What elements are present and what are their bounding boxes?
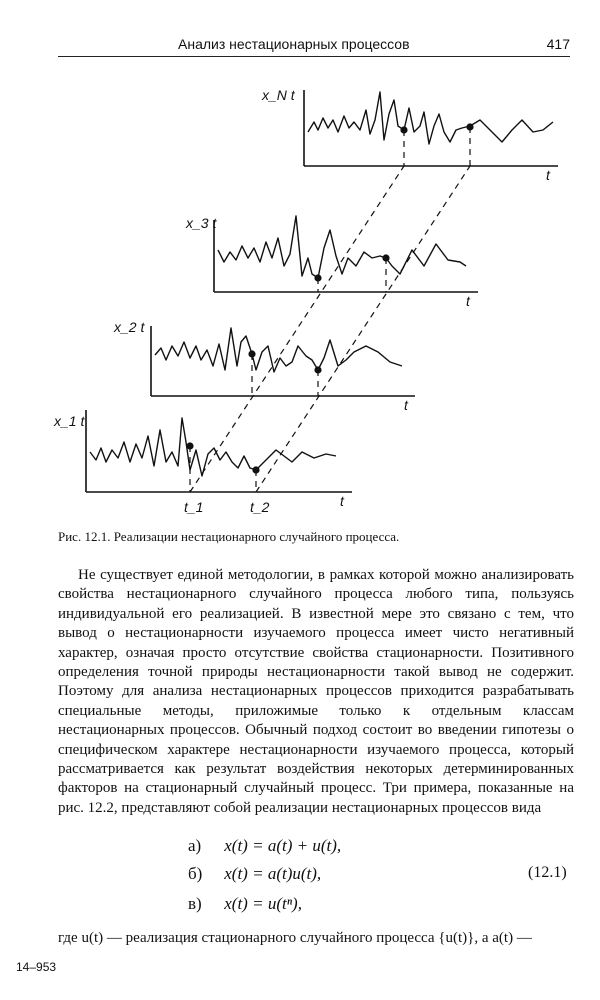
figure-realizations — [0, 70, 600, 520]
label-t-xN: t — [546, 167, 550, 183]
equation-a-label: а) — [188, 836, 202, 855]
waveform-xN — [308, 92, 553, 144]
marker-xN-t2 — [466, 123, 473, 130]
figure-caption: Рис. 12.1. Реализации нестационарного случайного процесса. — [58, 529, 400, 544]
equation-c-label: в) — [188, 894, 202, 913]
equation-c — [188, 894, 302, 914]
marker-x2-t1 — [248, 350, 255, 357]
body-paragraph-text: Не существует единой методологии, в рамках которой можно анализировать свойства нестационарного случайного процесса любого типа, пользуясь индивидуальной его реализацией. В известной мере это связано с тем, что вывод о нестационарности изучаемого процесса имеет чисто негативный характер, означая просто отсутствие свойства стационарности. Позитивного определения точной природы нестационарности такой вывод не содержит. Поэтому для анализа нестационарных процессов приходится разрабатывать специальные методы, приложимые только к отдельным классам нестационарных процессов. Обычный подход состоит во введении гипотезы о специфическом характере нестационарности изучаемого процесса, который рассматривается как результат воздействия некоторых детерминированных факторов на стационарный случайный процесс. Три примера, показанные на рис. 12.2, представляют собой реализации нестационарных процессов вида — [58, 567, 574, 816]
page-header — [58, 34, 570, 57]
page-number: 417 — [546, 36, 570, 52]
marker-x2-t2 — [314, 366, 321, 373]
label-x2: x_2 t — [114, 319, 145, 335]
label-t-x1: t — [340, 493, 344, 509]
label-t2: t_2 — [250, 499, 270, 515]
marker-x3-t1 — [314, 274, 321, 281]
label-x3: x_3 t — [186, 215, 217, 231]
label-xN: x_N t — [262, 87, 295, 103]
marker-x1-t1 — [186, 442, 193, 449]
marker-x1-t2 — [252, 466, 259, 473]
tail-text: где u(t) — реализация стационарного случайного процесса {u(t)}, а a(t) — — [58, 930, 532, 946]
equation-number: (12.1) — [528, 864, 567, 881]
dashed-link-t2 — [256, 166, 470, 492]
marker-x3-t2 — [382, 254, 389, 261]
equation-b — [188, 864, 321, 884]
dashed-link-t1 — [190, 166, 404, 492]
waveform-x3 — [218, 216, 466, 278]
equation-a-formula: x(t) = a(t) + u(t), — [224, 836, 342, 855]
marker-xN-t1 — [400, 126, 407, 133]
running-title: Анализ нестационарных процессов — [178, 36, 410, 52]
equation-b-formula: x(t) = a(t)u(t), — [224, 864, 322, 883]
label-x1: x_1 t — [54, 413, 85, 429]
equation-c-formula: x(t) = u(tⁿ), — [224, 894, 302, 913]
label-t1: t_1 — [184, 499, 204, 515]
waveform-x2 — [155, 328, 402, 372]
equation-a — [188, 836, 341, 856]
label-t-x3: t — [466, 293, 470, 309]
body-paragraph — [58, 566, 574, 818]
printer-signature: 14–953 — [16, 960, 57, 974]
label-t-x2: t — [404, 397, 408, 413]
equation-b-label: б) — [188, 864, 203, 883]
